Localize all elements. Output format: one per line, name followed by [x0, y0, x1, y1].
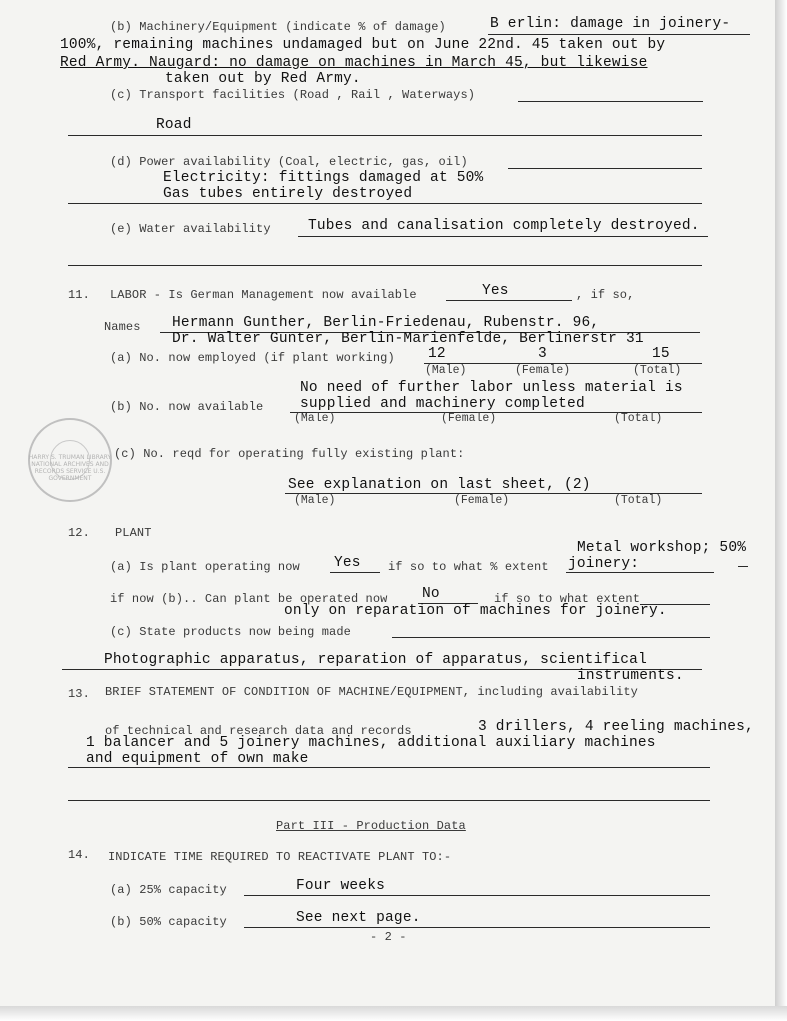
page-edge-right	[775, 0, 787, 1021]
part3-title: Part III - Production Data	[276, 819, 466, 833]
plant-operable-extent-label: if so to what extent	[494, 592, 641, 606]
transport-label: (c) Transport facilities (Road , Rail , Waterways)	[110, 88, 476, 102]
available-col-total: (Total)	[614, 412, 663, 425]
transport-answer: Road	[156, 117, 192, 133]
page-number: - 2 -	[370, 930, 407, 944]
water-answer: Tubes and canalisation completely destroyed.	[308, 218, 700, 234]
water-underline-2	[68, 265, 702, 266]
transport-underline-2	[68, 135, 702, 136]
power-answer-line1: Electricity: fittings damaged at 50%	[163, 170, 484, 186]
condition-underline-1	[68, 767, 710, 768]
employed-col-female: (Female)	[515, 364, 571, 377]
power-label: (d) Power availability (Coal, electric, gas, oil)	[110, 155, 468, 169]
machinery-answer-line4: taken out by Red Army.	[165, 71, 361, 87]
page-edge-bottom	[0, 1006, 787, 1021]
labor-management-underline	[446, 300, 572, 301]
products-underline-1	[392, 637, 710, 638]
capacity-25-answer: Four weeks	[296, 878, 386, 894]
available-answer: supplied and machinery completed	[300, 396, 585, 412]
condition-number: 13.	[68, 687, 90, 701]
condition-answer-line3: and equipment of own make	[86, 751, 309, 767]
capacity-50-underline	[244, 927, 710, 928]
employed-label: (a) No. now employed (if plant working)	[110, 351, 395, 365]
capacity-50-label: (b) 50% capacity	[110, 915, 227, 929]
water-label: (e) Water availability	[110, 222, 271, 236]
machinery-answer-line1: B erlin: damage in joinery-	[490, 16, 731, 32]
power-answer-line2: Gas tubes entirely destroyed	[163, 186, 413, 202]
required-col-female: (Female)	[454, 494, 510, 507]
required-answer: See explanation on last sheet, (2)	[288, 477, 591, 493]
condition-underline-2	[68, 800, 710, 801]
available-col-female: (Female)	[441, 412, 497, 425]
employed-total: 15	[652, 346, 670, 362]
labor-management-answer: Yes	[482, 283, 509, 299]
water-underline-1	[298, 236, 708, 237]
machinery-underline	[488, 34, 750, 35]
required-label: (c) No. reqd for operating fully existing plant:	[114, 447, 465, 461]
power-underline-2	[68, 203, 702, 204]
capacity-25-label: (a) 25% capacity	[110, 883, 227, 897]
capacity-50-answer: See next page.	[296, 910, 421, 926]
machinery-answer-line2: 100%, remaining machines undamaged but on June 22nd. 45 taken out by	[60, 37, 666, 53]
condition-answer-line2: 1 balancer and 5 joinery machines, additional auxiliary machines	[86, 735, 656, 751]
plant-number: 12.	[68, 526, 90, 540]
required-col-total: (Total)	[614, 494, 663, 507]
employed-male: 12	[428, 346, 446, 362]
required-col-male: (Male)	[294, 494, 336, 507]
available-note: No need of further labor unless material is	[300, 380, 683, 396]
available-label: (b) No. now available	[110, 400, 264, 414]
labor-label: LABOR - Is German Management now available	[110, 288, 417, 302]
plant-operating-label: (a) Is plant operating now	[110, 560, 300, 574]
power-underline-1	[508, 168, 702, 169]
names-label: Names	[104, 320, 141, 334]
available-col-male: (Male)	[294, 412, 336, 425]
plant-operating-underline	[330, 572, 380, 573]
plant-operable-label: if now (b).. Can plant be operated now	[110, 592, 388, 606]
names-line1: Hermann Gunther, Berlin-Friedenau, Rubenstr. 96,	[172, 315, 600, 331]
plant-operable-extent-answer: only on reparation of machines for joinery.	[284, 603, 667, 619]
plant-extent-underline	[566, 572, 714, 573]
plant-extent-answer: joinery:	[568, 556, 640, 572]
plant-operating-answer: Yes	[334, 555, 361, 571]
condition-answer-line1: 3 drillers, 4 reeling machines,	[478, 719, 754, 735]
labor-suffix: , if so,	[576, 288, 635, 302]
machinery-answer-line3: Red Army. Naugard: no damage on machines in March 45, but likewise	[60, 55, 648, 71]
products-answer-line2: instruments.	[577, 668, 684, 684]
plant-operable-answer: No	[422, 586, 440, 602]
employed-col-total: (Total)	[633, 364, 682, 377]
condition-label-line2: of technical and research data and records	[105, 724, 412, 738]
plant-extent-label: if so to what % extent	[388, 560, 549, 574]
capacity-25-underline	[244, 895, 710, 896]
labor-number: 11.	[68, 288, 90, 302]
employed-female: 3	[538, 346, 547, 362]
names-line2: Dr. Walter Gunter, Berlin-Marienfelde, Berlinerstr 31	[172, 331, 644, 347]
machinery-label: (b) Machinery/Equipment (indicate % of damage)	[110, 20, 446, 34]
reactivate-label: INDICATE TIME REQUIRED TO REACTIVATE PLANT TO:-	[108, 850, 452, 864]
plant-extent-dash	[738, 566, 748, 567]
products-answer-line1: Photographic apparatus, reparation of apparatus, scientifical	[104, 652, 647, 668]
condition-label-line1: BRIEF STATEMENT OF CONDITION OF MACHINE/EQUIPMENT, including availability	[105, 685, 638, 699]
archive-stamp	[28, 418, 112, 502]
plant-extent-note: Metal workshop; 50%	[577, 540, 747, 556]
reactivate-number: 14.	[68, 848, 90, 862]
archive-stamp-text: HARRY S. TRUMAN LIBRARY NATIONAL ARCHIVES AND RECORDS SERVICE U.S. GOVERNMENT	[28, 454, 112, 482]
transport-underline-1	[518, 101, 703, 102]
employed-col-male: (Male)	[425, 364, 467, 377]
products-label: (c) State products now being made	[110, 625, 351, 639]
plant-title: PLANT	[115, 526, 152, 540]
